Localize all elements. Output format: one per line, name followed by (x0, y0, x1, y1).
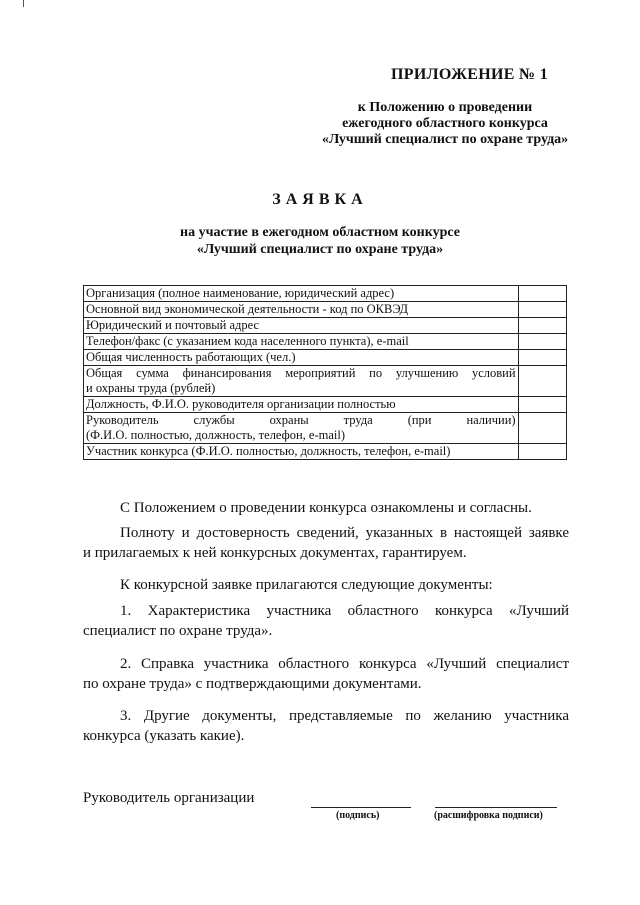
attachments-intro: К конкурсной заявке прилагаются следующие документы: (120, 577, 493, 593)
appendix-line-2: ежегодного областного конкурса (342, 116, 548, 131)
signature-label: Руководитель организации (83, 790, 255, 806)
row-label: Основной вид экономической деятельности - код по ОКВЭД (84, 302, 519, 318)
row-value-field[interactable] (518, 318, 566, 334)
row-value-field[interactable] (518, 334, 566, 350)
table-row (84, 444, 567, 460)
guarantee-paragraph (83, 523, 569, 563)
row-value-field[interactable] (518, 413, 566, 444)
row-label: Организация (полное наименование, юридический адрес) (84, 286, 519, 302)
row-label-line: и охраны труда (рублей) (86, 381, 216, 395)
table-row (84, 413, 567, 444)
row-label: Юридический и почтовый адрес (84, 318, 519, 334)
appendix-title: ПРИЛОЖЕНИЕ № 1 (391, 66, 548, 83)
decoding-caption: (расшифровка подписи) (434, 810, 543, 821)
table-row (84, 286, 567, 302)
table-row (84, 397, 567, 413)
table-row (84, 318, 567, 334)
appendix-line-3: «Лучший специалист по охране труда» (321, 132, 569, 147)
attachment-item-2 (83, 654, 569, 694)
row-label: Общая численность работающих (чел.) (84, 350, 519, 366)
attachment-item-1 (83, 601, 569, 641)
row-label: Телефон/факс (с указанием кода населенного пункта), e-mail (84, 334, 519, 350)
attachment-item-2-line-2: по охране труда» с подтверждающими документами. (83, 676, 422, 692)
appendix-line-1: к Положению о проведении (357, 100, 533, 115)
subtitle-line-1: на участие в ежегодном областном конкурсе (180, 225, 460, 240)
row-label-line: Общая сумма финансирования мероприятий по улучшению условий (86, 366, 516, 380)
row-value-field[interactable] (518, 397, 566, 413)
signature-caption: (подпись) (336, 810, 380, 821)
agreement-paragraph: С Положением о проведении конкурса ознакомлены и согласны. (120, 500, 532, 516)
attachment-item-3-line-1: 3. Другие документы, представляемые по желанию участника (120, 708, 569, 724)
decoding-line[interactable] (435, 807, 557, 808)
attachment-item-2-line-1: 2. Справка участника областного конкурса «Лучший специалист (120, 656, 569, 672)
table-row (84, 366, 567, 397)
attachment-item-3-line-2: конкурса (указать какие). (83, 728, 245, 744)
row-label-line: (Ф.И.О. полностью, должность, телефон, e-mail) (86, 428, 346, 442)
attachment-item-3 (83, 706, 569, 746)
row-label: Участник конкурса (Ф.И.О. полностью, должность, телефон, e-mail) (84, 444, 519, 460)
row-value-field[interactable] (518, 444, 566, 460)
table-row (84, 302, 567, 318)
signature-line[interactable] (311, 807, 411, 808)
appendix-reference (295, 100, 595, 148)
document-title: ЗАЯВКА (272, 191, 368, 208)
row-label-line: Руководитель службы охраны труда (при наличии) (86, 413, 516, 427)
guarantee-line-1: Полноту и достоверность сведений, указанных в настоящей заявке (120, 525, 569, 541)
row-value-field[interactable] (518, 366, 566, 397)
attachment-item-1-line-1: 1. Характеристика участника областного конкурса «Лучший (120, 603, 569, 619)
signature-block (83, 790, 573, 830)
row-value-field[interactable] (518, 286, 566, 302)
document-subtitle (0, 224, 640, 258)
table-row (84, 350, 567, 366)
row-value-field[interactable] (518, 350, 566, 366)
attachment-item-1-line-2: специалист по охране труда». (83, 623, 273, 639)
row-label: Должность, Ф.И.О. руководителя организации полностью (84, 397, 519, 413)
guarantee-line-2: и прилагаемых к ней конкурсных документах, гарантируем. (83, 545, 467, 561)
row-label (84, 413, 519, 444)
row-label (84, 366, 519, 397)
row-value-field[interactable] (518, 302, 566, 318)
subtitle-line-2: «Лучший специалист по охране труда» (196, 242, 444, 257)
application-form-table (83, 285, 567, 460)
page-edge-mark (23, 0, 24, 7)
table-row (84, 334, 567, 350)
